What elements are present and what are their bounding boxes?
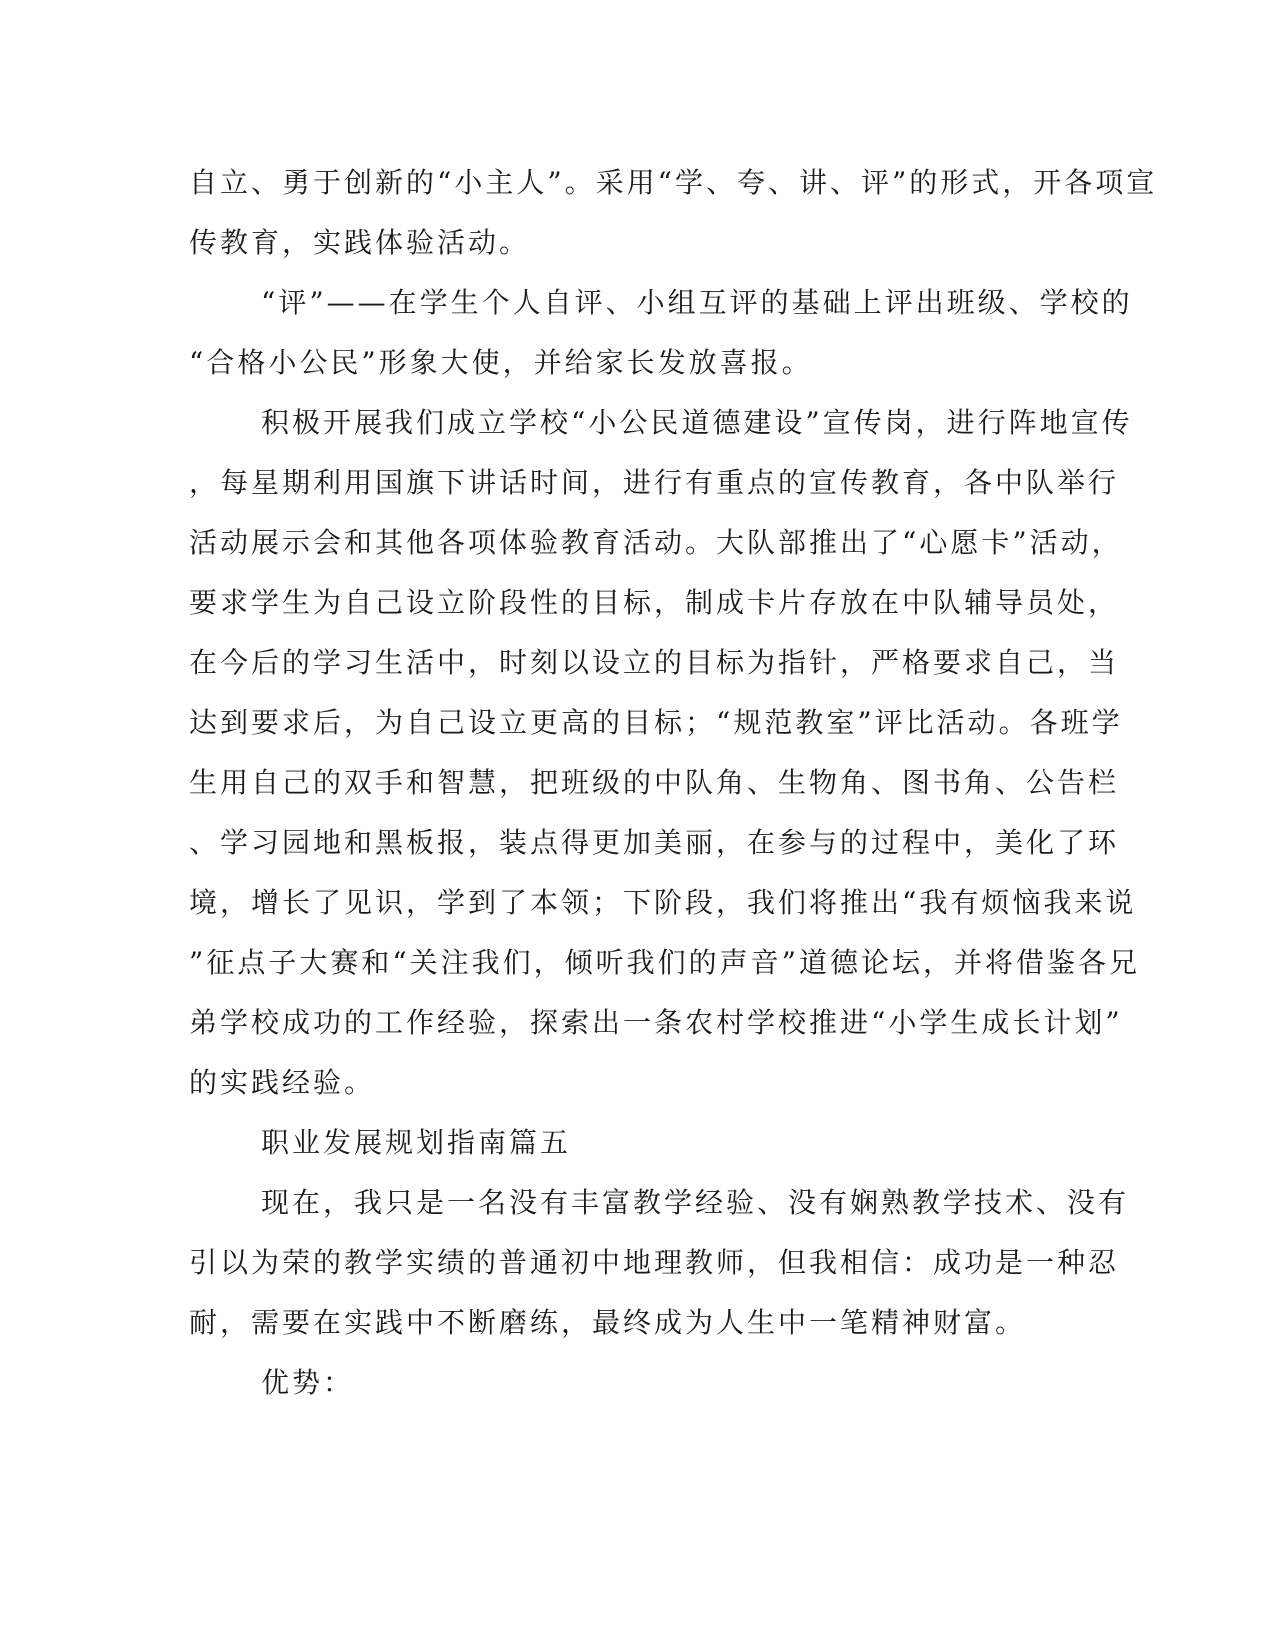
text-line: 自立、勇于创新的“小主人”。采用“学、夸、讲、评”的形式，开各项宣 (189, 166, 1158, 199)
text-line: 达到要求后，为自己设立更高的目标；“规范教室”评比活动。各班学 (189, 706, 1123, 739)
text-line: 弟学校成功的工作经验，探索出一条农村学校推进“小学生成长计划” (189, 1006, 1123, 1039)
text-line: 传教育，实践体验活动。 (189, 226, 531, 259)
text-line: 在今后的学习生活中，时刻以设立的目标为指针，严格要求自己，当 (189, 646, 1120, 679)
text-line: 耐，需要在实践中不断磨练，最终成为人生中一笔精神财富。 (189, 1306, 1027, 1339)
text-line: ，每星期利用国旗下讲话时间，进行有重点的宣传教育，各中队举行 (189, 466, 1120, 499)
text-line: 、学习园地和黑板报，装点得更加美丽，在参与的过程中，美化了环 (189, 826, 1120, 859)
text-line: 生用自己的双手和智慧，把班级的中队角、生物角、图书角、公告栏 (189, 766, 1120, 799)
text-line: 的实践经验。 (189, 1066, 376, 1099)
text-line: 要求学生为自己设立阶段性的目标，制成卡片存放在中队辅导员处， (189, 586, 1120, 619)
section-heading: 职业发展规划指南篇五 (261, 1126, 572, 1159)
text-line: “合格小公民”形象大使，并给家长发放喜报。 (189, 346, 813, 379)
text-line: 积极开展我们成立学校“小公民道德建设”宣传岗，进行阵地宣传 (261, 406, 1133, 439)
text-line: ”征点子大赛和“关注我们，倾听我们的声音”道德论坛，并将借鉴各兄 (189, 946, 1140, 979)
text-line: 境，增长了见识，学到了本领；下阶段，我们将推出“我有烦恼我来说 (189, 886, 1137, 919)
text-line: “评”——在学生个人自评、小组互评的基础上评出班级、学校的 (261, 286, 1133, 319)
text-line: 现在，我只是一名没有丰富教学经验、没有娴熟教学技术、没有 (261, 1186, 1130, 1219)
text-line: 活动展示会和其他各项体验教育活动。大队部推出了“心愿卡”活动， (189, 526, 1123, 559)
text-line: 优势： (261, 1366, 355, 1399)
text-line: 引以为荣的教学实绩的普通初中地理教师，但我相信：成功是一种忍 (189, 1246, 1120, 1279)
